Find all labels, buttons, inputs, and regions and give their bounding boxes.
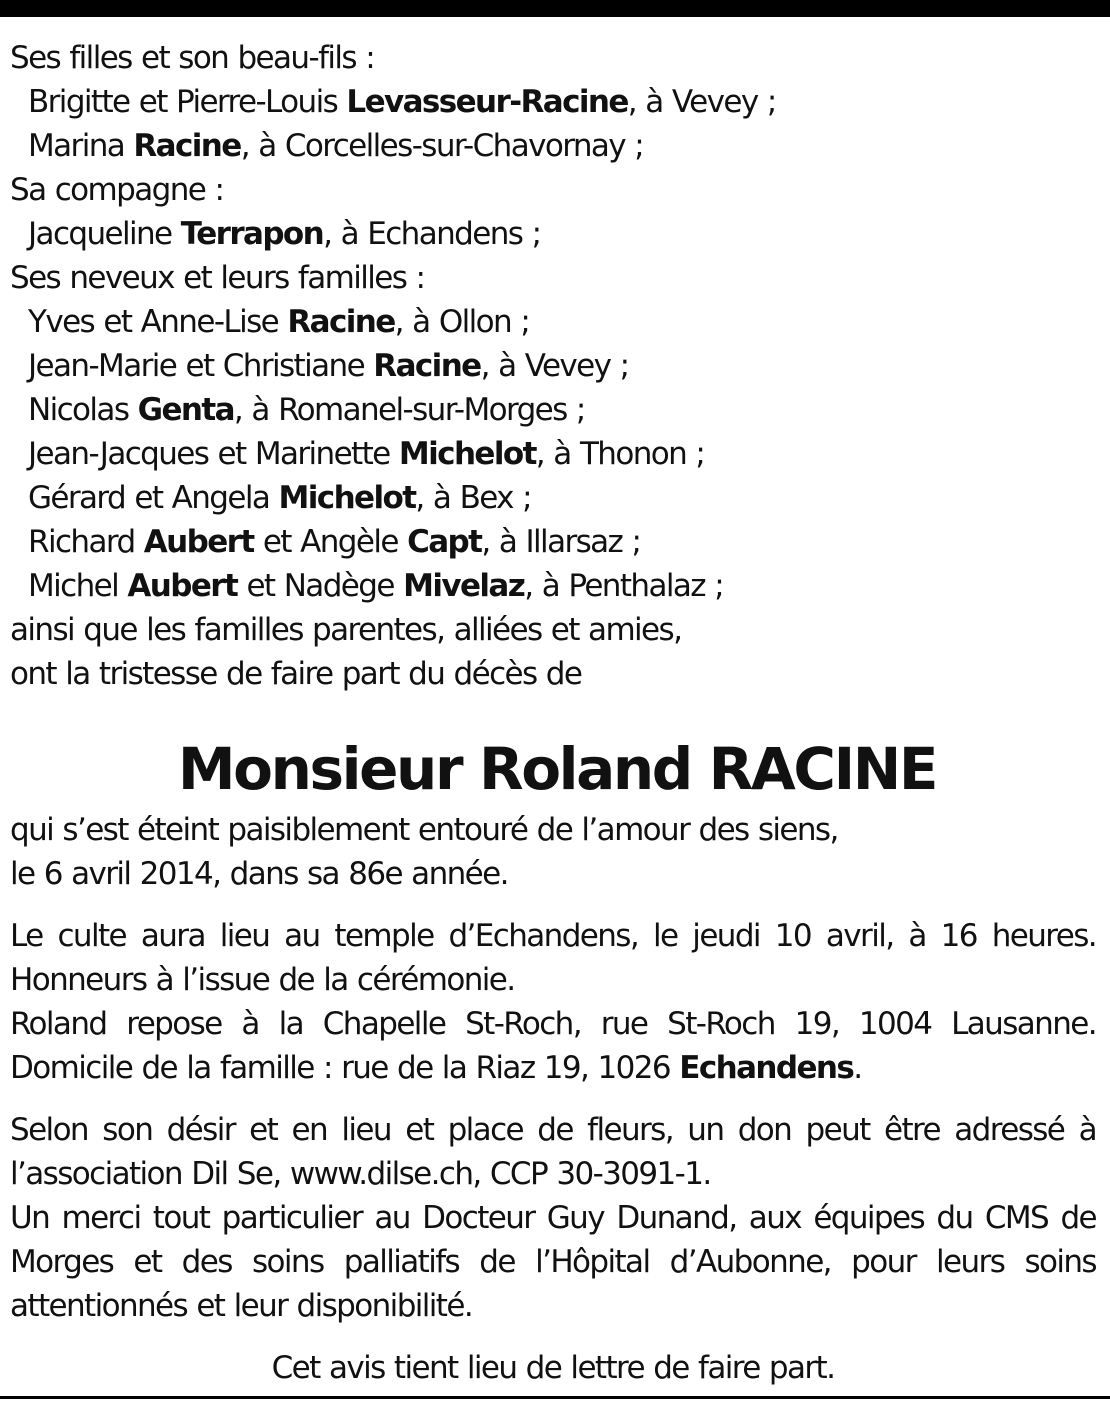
- spacer: [10, 1090, 1096, 1108]
- family-member-line: Brigitte et Pierre-Louis Levasseur-Racine, à Vevey ;: [28, 84, 776, 120]
- announcement-line: ont la tristesse de faire part du décès de: [10, 656, 582, 692]
- family-member-line: Michel Aubert et Nadège Mivelaz, à Penthalaz ;: [28, 568, 724, 604]
- family-member-line: Jean-Marie et Christiane Racine, à Vevey ;: [28, 348, 629, 384]
- family-surname: Racine: [373, 348, 481, 384]
- town-name: Echandens: [679, 1050, 854, 1086]
- family-surname: Racine: [287, 304, 395, 340]
- donation-line: l’association Dil Se, www.dilse.ch, CCP 30-3091-1.: [10, 1156, 711, 1192]
- family-surname: Michelot: [398, 436, 536, 472]
- family-surname: Levasseur-Racine: [346, 84, 628, 120]
- family-address-line: Domicile de la famille : rue de la Riaz 19, 1026 Echandens.: [10, 1050, 862, 1086]
- family-surname: Racine: [133, 128, 241, 164]
- ceremony-details: [10, 914, 1096, 1090]
- footer-note: Cet avis tient lieu de lettre de faire part.: [271, 1350, 835, 1386]
- daughters-heading: Ses filles et son beau-fils :: [10, 40, 375, 76]
- honours-line: Honneurs à l’issue de la cérémonie.: [10, 962, 515, 998]
- rest-place-line: Roland repose à la Chapelle St-Roch, rue St-Roch 19, 1004 Lausanne.: [10, 1006, 1096, 1042]
- family-member-line: Jacqueline Terrapon, à Echandens ;: [28, 216, 541, 252]
- family-member-line: Jean-Jacques et Marinette Michelot, à Thonon ;: [28, 436, 705, 472]
- top-border-rule: [0, 0, 1110, 17]
- family-surname: Capt: [407, 524, 482, 560]
- obituary-notice: [10, 36, 1096, 1390]
- spacer: [10, 1328, 1096, 1346]
- family-surname: Aubert: [127, 568, 238, 604]
- family-member-line: Nicolas Genta, à Romanel-sur-Morges ;: [28, 392, 585, 428]
- family-member-line: Marina Racine, à Corcelles-sur-Chavornay ;: [28, 128, 644, 164]
- family-surname: Terrapon: [180, 216, 324, 252]
- bottom-border-rule: [0, 1396, 1110, 1399]
- donation-line: Selon son désir et en lieu et place de fleurs, un don peut être adressé à: [10, 1112, 1096, 1148]
- death-line: qui s’est éteint paisiblement entouré de l’amour des siens,: [10, 812, 838, 848]
- thanks-line: attentionnés et leur disponibilité.: [10, 1288, 473, 1324]
- spacer: [10, 896, 1096, 914]
- family-surname: Mivelaz: [403, 568, 525, 604]
- death-date-line: le 6 avril 2014, dans sa 86e année.: [10, 856, 508, 892]
- death-details: [10, 808, 1096, 896]
- family-surname: Michelot: [278, 480, 416, 516]
- others-line: ainsi que les familles parentes, alliées et amies,: [10, 612, 682, 648]
- thanks-line: Un merci tout particulier au Docteur Guy Dunand, aux équipes du CMS de: [10, 1200, 1096, 1236]
- donation-details: [10, 1108, 1096, 1328]
- thanks-line: Morges et des soins palliatifs de l’Hôpital d’Aubonne, pour leurs soins: [10, 1244, 1096, 1280]
- ceremony-line: Le culte aura lieu au temple d’Echandens, le jeudi 10 avril, à 16 heures.: [10, 918, 1096, 954]
- companion-heading: Sa compagne :: [10, 172, 224, 208]
- family-surname: Aubert: [143, 524, 254, 560]
- family-surname: Genta: [137, 392, 234, 428]
- family-member-line: Richard Aubert et Angèle Capt, à Illarsaz ;: [28, 524, 641, 560]
- family-member-line: Gérard et Angela Michelot, à Bex ;: [28, 480, 532, 516]
- deceased-name: Monsieur Roland RACINE: [177, 735, 937, 803]
- nephews-heading: Ses neveux et leurs familles :: [10, 260, 425, 296]
- family-member-line: Yves et Anne-Lise Racine, à Ollon ;: [28, 304, 530, 340]
